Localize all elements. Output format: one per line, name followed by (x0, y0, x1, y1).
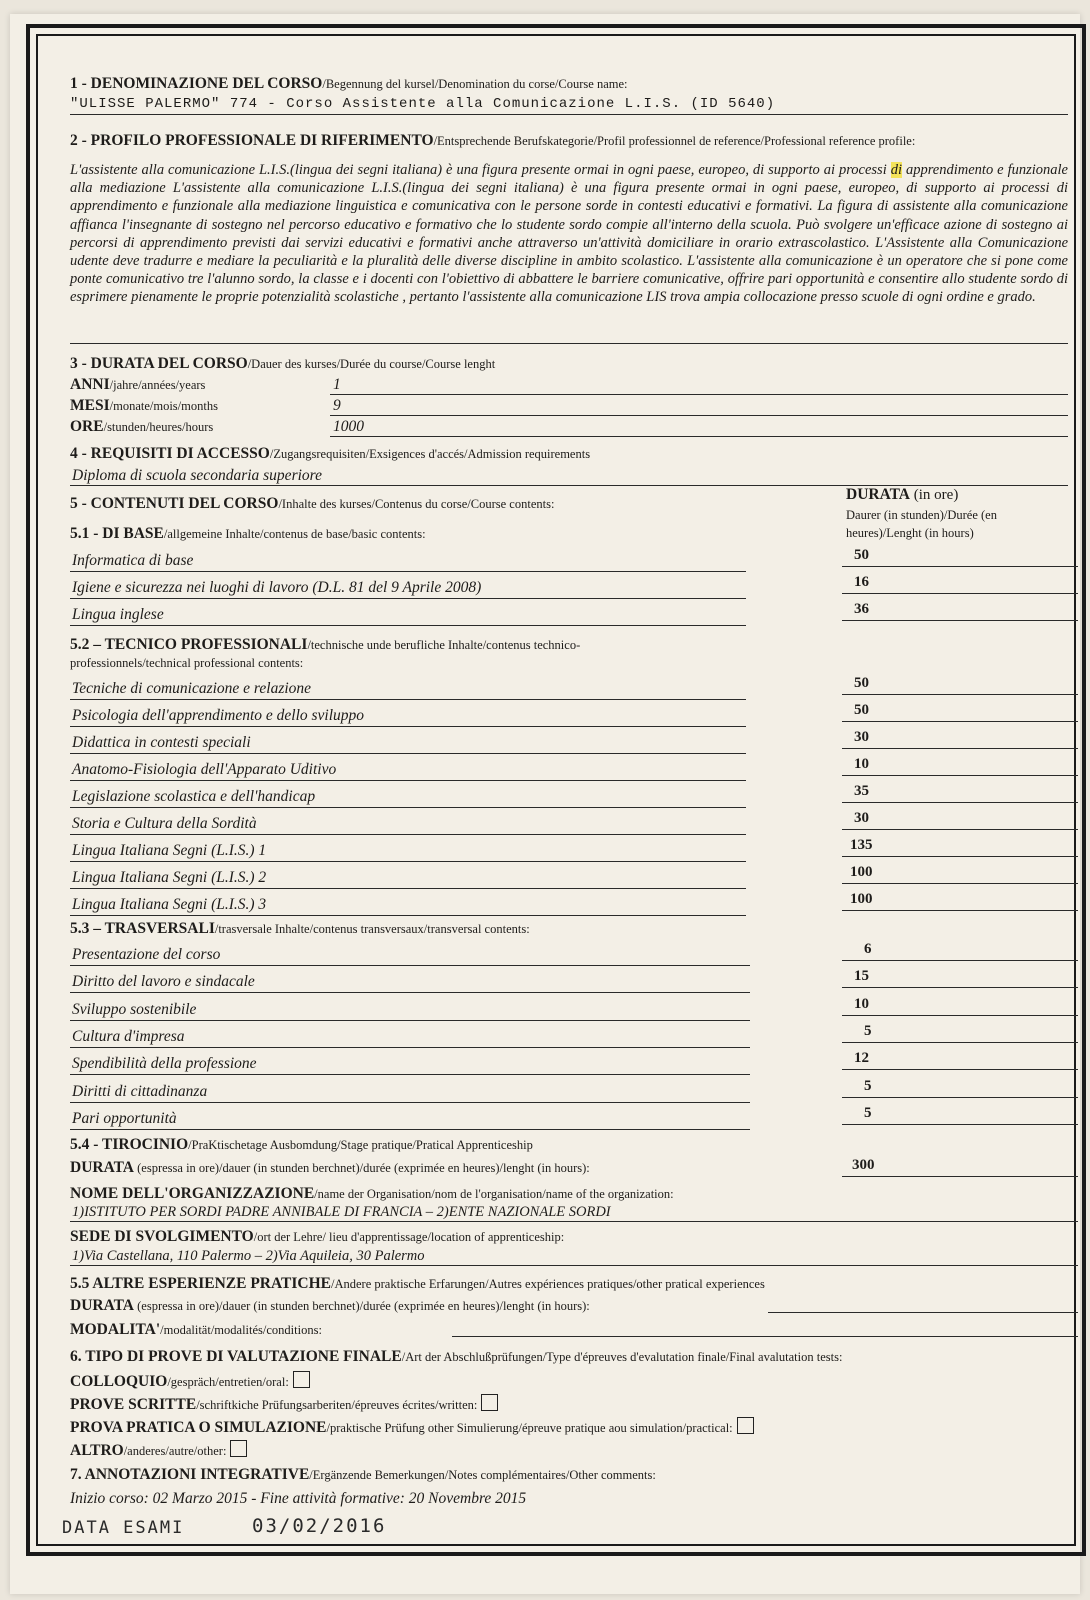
content-item-hours: 10 (854, 756, 869, 772)
hours-label (70, 418, 213, 436)
organization-value: 1)ISTITUTO PER SORDI PADRE ANNIBALE DI FRANCIA – 2)ENTE NAZIONALE SORDI (72, 1204, 611, 1220)
rule (70, 834, 746, 835)
organization-label-it: NOME DELL'ORGANIZZAZIONE (70, 1185, 315, 1202)
oral-option (70, 1371, 310, 1391)
other-label-tr: /anderes/autre/other: (123, 1444, 227, 1458)
rule (70, 1102, 750, 1103)
other-experiences-translations: /Andere praktische Erfarungen/Autres expériences pratiques/other pratical experiences (331, 1277, 765, 1291)
written-option (70, 1394, 498, 1414)
rule (70, 1265, 1078, 1266)
apprenticeship-duration-tr: (espressa in ore)/dauer (in stunden berchnet)/durée (exprimée en heures)/lenght (in hours): (134, 1161, 590, 1175)
duration-column-header (846, 486, 958, 504)
base-subheading (70, 525, 426, 543)
content-item-hours: 15 (854, 968, 869, 985)
hours-label-tr: /stunden/heures/hours (103, 420, 214, 434)
rule (70, 114, 1068, 115)
content-item-hours: 12 (854, 1050, 869, 1067)
comments-title: 7. ANNOTAZIONI INTEGRATIVE (70, 1466, 310, 1483)
duration-column-sub-1: Daurer (in stunden)/Durée (en (846, 508, 997, 522)
rule (842, 1124, 1078, 1125)
evaluation-translations: /Art der Abschlußprüfungen/Type d'épreuves d'evalutation finale/Final avalutation tests: (401, 1350, 843, 1364)
years-label-it: ANNI (70, 376, 110, 393)
hours-value: 1000 (333, 418, 364, 435)
contents-title: 5 - CONTENUTI DEL CORSO (70, 495, 279, 512)
apprenticeship-duration-it: DURATA (70, 1159, 135, 1176)
requirements-value: Diploma di scuola secondaria superiore (72, 467, 322, 484)
section-1-heading (70, 75, 627, 93)
content-item-name: Anatomo-Fisiologia dell'Apparato Uditivo (72, 761, 337, 778)
rule (842, 593, 1078, 594)
rule (842, 775, 1078, 776)
duration-translations: /Dauer des kurses/Durée du course/Course lenght (247, 357, 496, 371)
rule (842, 1176, 1078, 1177)
content-item-name: Presentazione del corso (72, 946, 221, 963)
apprenticeship-translations: /PraKtischetage Ausbomdung/Stage pratique/Pratical Apprenticeship (188, 1138, 533, 1152)
other-checkbox[interactable] (230, 1440, 247, 1457)
written-checkbox[interactable] (481, 1394, 498, 1411)
location-label-it: SEDE DI SVOLGIMENTO (70, 1228, 254, 1245)
rule (70, 915, 746, 916)
evaluation-title: 6. TIPO DI PROVE DI VALUTAZIONE FINALE (70, 1348, 402, 1365)
transversal-subheading (70, 920, 530, 938)
technical-translations: /technische unde berufliche Inhalte/contenus technico- (307, 638, 581, 652)
base-title: 5.1 - DI BASE (70, 525, 164, 542)
rule (768, 1312, 1078, 1313)
course-name-title: 1 - DENOMINAZIONE DEL CORSO (70, 75, 323, 92)
content-item-hours: 36 (854, 601, 869, 617)
apprenticeship-subheading (70, 1136, 533, 1154)
other-experiences-duration-label (70, 1297, 590, 1315)
rule (330, 394, 1068, 395)
section-2-heading (70, 132, 915, 150)
rule (70, 753, 746, 754)
course-dates-note: Inizio corso: 02 Marzo 2015 - Fine attività formative: 20 Novembre 2015 (70, 1490, 527, 1507)
technical-subheading (70, 636, 580, 654)
course-name-value: "ULISSE PALERMO" 774 - Corso Assistente alla Comunicazione L.I.S. (ID 5640) (70, 96, 776, 112)
profile-text-start: L'assistente alla comunicazione L.I.S.(lingua dei segni italiana) è una figura presente ormai in ogni paese, europeo, di supporto ai processi (70, 162, 891, 178)
duration-title: 3 - DURATA DEL CORSO (70, 355, 248, 372)
rule (70, 625, 746, 626)
content-item-hours: 10 (854, 995, 869, 1012)
rule (70, 780, 746, 781)
rule (842, 960, 1078, 961)
rule (70, 598, 746, 599)
technical-translations-2: professionnels/technical professional contents: (70, 656, 304, 670)
profile-title: 2 - PROFILO PROFESSIONALE DI RIFERIMENTO (70, 132, 434, 149)
conditions-label (70, 1321, 322, 1339)
conditions-label-it: MODALITA' (70, 1321, 161, 1338)
years-value: 1 (333, 376, 341, 393)
comments-translations: /Ergänzende Bemerkungen/Notes complémentaires/Other comments: (309, 1468, 656, 1482)
section-6-heading (70, 1348, 842, 1366)
practical-option (70, 1417, 754, 1437)
content-item-name: Lingua Italiana Segni (L.I.S.) 1 (72, 842, 267, 859)
months-value: 9 (333, 397, 341, 414)
rule (842, 1042, 1078, 1043)
content-item-name: Igiene e sicurezza nei luoghi di lavoro (D.L. 81 del 9 Aprile 2008) (72, 579, 482, 596)
rule (842, 1097, 1078, 1098)
content-item-name: Lingua inglese (72, 606, 164, 623)
rule (70, 861, 746, 862)
rule (70, 965, 750, 966)
duration-column-unit: (in ore) (910, 487, 959, 503)
content-item-hours: 16 (854, 574, 869, 590)
section-7-heading (70, 1466, 656, 1484)
rule (70, 992, 750, 993)
rule (842, 883, 1078, 884)
transversal-title: 5.3 – TRASVERSALI (70, 920, 215, 937)
content-item-hours: 5 (864, 1077, 872, 1094)
rule (842, 566, 1078, 567)
rule (70, 1221, 1078, 1222)
content-item-name: Didattica in contesti speciali (72, 734, 251, 751)
handwritten-exam-label: DATA ESAMI (62, 1518, 185, 1538)
conditions-label-tr: /modalität/modalités/conditions: (160, 1323, 322, 1337)
rule (70, 1020, 750, 1021)
content-item-name: Sviluppo sostenibile (72, 1000, 197, 1018)
content-item-name: Tecniche di comunicazione e relazione (72, 680, 312, 697)
rule (842, 910, 1078, 911)
other-duration-tr: (espressa in ore)/dauer (in stunden berchnet)/durée (exprimée en heures)/lenght (in hours): (134, 1299, 590, 1313)
rule (70, 1074, 750, 1075)
oral-label-it: COLLOQUIO (70, 1373, 168, 1390)
content-item-name: Pari opportunità (72, 1109, 177, 1127)
rule (330, 415, 1068, 416)
months-label-tr: /monate/mois/months (109, 399, 218, 413)
apprenticeship-title: 5.4 - TIROCINIO (70, 1136, 189, 1153)
content-item-hours: 50 (854, 675, 869, 691)
other-experiences-title: 5.5 ALTRE ESPERIENZE PRATICHE (70, 1275, 331, 1292)
rule (70, 726, 746, 727)
apprenticeship-duration-value: 300 (852, 1157, 875, 1173)
other-label-it: ALTRO (70, 1442, 124, 1459)
rule (842, 1015, 1078, 1016)
content-item-name: Spendibilità della professione (72, 1055, 257, 1073)
duration-column-title: DURATA (846, 486, 911, 503)
apprenticeship-duration-label (70, 1159, 590, 1177)
content-item-name: Legislazione scolastica e dell'handicap (72, 788, 316, 805)
months-label (70, 397, 218, 415)
other-duration-it: DURATA (70, 1297, 135, 1314)
rule (842, 802, 1078, 803)
content-item-hours: 30 (854, 729, 869, 745)
profile-translations: /Entsprechende Berufskategorie/Profil professionnel de reference/Professional reference profile: (433, 134, 916, 148)
content-item-hours: 5 (864, 1022, 872, 1039)
rule (70, 571, 746, 572)
oral-label-tr: /gespräch/entretien/oral: (167, 1375, 289, 1389)
hours-label-it: ORE (70, 418, 104, 435)
rule (330, 436, 1068, 437)
transversal-translations: /trasversale Inhalte/contenus transversaux/transversal contents: (214, 922, 530, 936)
duration-column-sub-2: heures)/Lenght (in hours) (846, 526, 974, 540)
content-item-hours: 50 (854, 547, 869, 563)
organization-label (70, 1185, 674, 1203)
content-item-name: Storia e Cultura della Sordità (72, 815, 257, 832)
rule (70, 1047, 750, 1048)
rule (70, 1129, 750, 1130)
rule (452, 1336, 1078, 1337)
other-option (70, 1440, 247, 1460)
rule (70, 699, 746, 700)
location-label (70, 1228, 564, 1246)
written-label-tr: /schriftkiche Prüfungsarberiten/épreuves écrites/written: (196, 1398, 478, 1412)
rule (70, 343, 1068, 344)
organization-label-tr: /name der Organisation/nom de l'organisation/name of the organization: (314, 1187, 674, 1201)
oral-checkbox[interactable] (293, 1371, 310, 1388)
location-label-tr: /ort der Lehre/ lieu d'apprentissage/location of apprenticeship: (253, 1230, 565, 1244)
content-item-name: Informatica di base (72, 552, 194, 569)
contents-translations: /Inhalte des kurses/Contenus du corse/Course contents: (278, 497, 555, 511)
rule (842, 721, 1078, 722)
rule (842, 620, 1078, 621)
course-name-translations: /Begennung del kursel/Denomination du corse/Course name: (322, 77, 628, 91)
content-item-hours: 30 (854, 810, 869, 826)
rule (842, 829, 1078, 830)
content-item-hours: 100 (850, 891, 873, 907)
rule (842, 748, 1078, 749)
rule (842, 987, 1078, 988)
content-item-name: Cultura d'impresa (72, 1027, 185, 1045)
practical-label-tr: /praktische Prüfung other Simulierung/épreuve pratique aou simulation/practical: (326, 1421, 733, 1435)
technical-title: 5.2 – TECNICO PROFESSIONALI (70, 636, 308, 653)
practical-label-it: PROVA PRATICA O SIMULAZIONE (70, 1419, 327, 1436)
content-item-hours: 35 (854, 783, 869, 799)
content-item-hours: 135 (850, 837, 873, 853)
rule (70, 888, 746, 889)
profile-paragraph (70, 161, 1068, 307)
requirements-title: 4 - REQUISITI DI ACCESSO (70, 445, 270, 462)
profile-text-rest: apprendimento e funzionale alla mediazione L'assistente alla comunicazione L.I.S.(lingua dei segni italiana) è una figura presente ormai in ogni paese, europeo, di supporto ai processi di apprendimento e funzionale alla mediazione linguistica e comunicativa con le persone sorde in contesti educativi e formativi. La figura di assistente alla comunicazione affianca l'insegnante di sostegno nel percorso educativo e formativo che lo studente sordo compie all'interno della scuola. Può svolgere un'efficace azione di sostegno ai percorsi di apprendimento previsti dai servizi educativi e formativi anche attraverso un'attività domiciliare in orario extrascolastico. L'Assistente alla Comunicazione udente deve tradurre e mediare la peculiarità e la pluralità delle diverse discipline in ambito scolastico. L'assistente alla comunicazione è un operatore che si pone come ponte comunicativo tre l'alunno sordo, la classe e i docenti con l'obiettivo di abbattere le barriere comunicative, offrire pari opportunità e consentire allo studente sordo di esprimere pienamente le proprie potenzialità scolastiche , pertanto l'assistente alla comunicazione LIS trova ampia collocazione presso scuole di ogni ordine e grado. (70, 162, 1068, 306)
rule (842, 1069, 1078, 1070)
years-label-tr: /jahre/années/years (109, 378, 206, 392)
practical-checkbox[interactable] (737, 1417, 754, 1434)
section-4-heading (70, 445, 590, 463)
months-label-it: MESI (70, 397, 110, 414)
content-item-name: Lingua Italiana Segni (L.I.S.) 2 (72, 869, 267, 886)
rule (70, 807, 746, 808)
highlighted-word: di (890, 162, 902, 178)
content-item-name: Diritto del lavoro e sindacale (72, 973, 255, 991)
location-value: 1)Via Castellana, 110 Palermo – 2)Via Aquileia, 30 Palermo (72, 1248, 425, 1264)
years-label (70, 376, 205, 394)
base-translations: /allgemeine Inhalte/contenus de base/basic contents: (163, 527, 426, 541)
content-item-hours: 6 (864, 941, 872, 957)
handwritten-exam-date: 03/02/2016 (252, 1515, 387, 1537)
rule (842, 856, 1078, 857)
section-3-heading (70, 355, 495, 373)
content-item-name: Lingua Italiana Segni (L.I.S.) 3 (72, 896, 267, 913)
content-item-hours: 5 (864, 1104, 872, 1121)
section-5-heading (70, 495, 554, 513)
content-item-name: Psicologia dell'apprendimento e dello sviluppo (72, 707, 365, 724)
content-item-hours: 50 (854, 702, 869, 718)
other-experiences-subheading (70, 1275, 765, 1293)
rule (842, 694, 1078, 695)
written-label-it: PROVE SCRITTE (70, 1396, 197, 1413)
requirements-translations: /Zugangsrequisiten/Exsigences d'accés/Admission requirements (269, 447, 591, 461)
content-item-name: Diritti di cittadinanza (72, 1082, 208, 1100)
content-item-hours: 100 (850, 864, 873, 880)
